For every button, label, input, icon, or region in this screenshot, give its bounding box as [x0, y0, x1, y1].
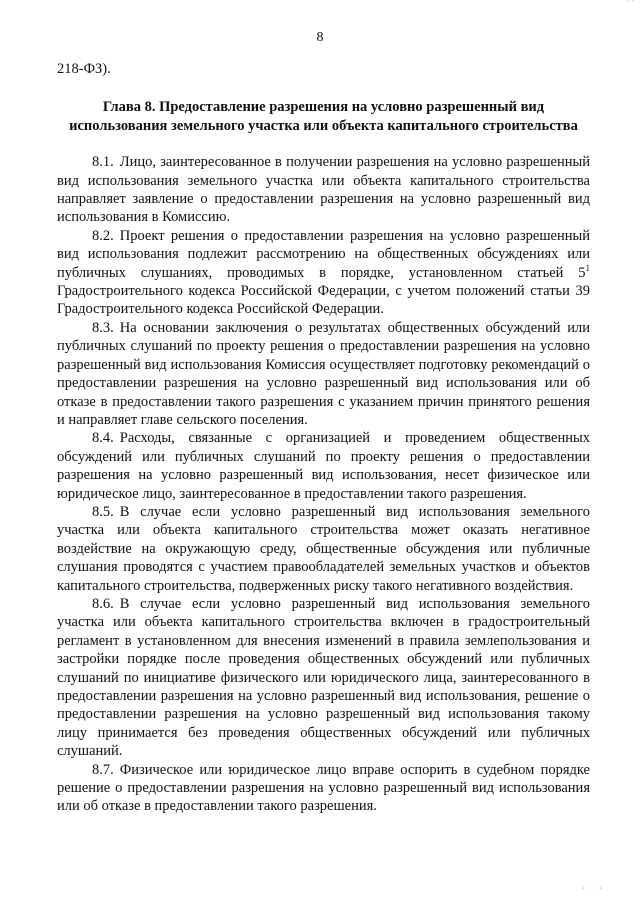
paragraph-8-3	[57, 319, 590, 429]
article-superscript: 1	[585, 262, 590, 273]
paragraph-number: 8.4.	[92, 430, 114, 447]
chapter-title: Глава 8. Предоставление разрешения на условно разрешенный вид использования земельного участка или объекта капитального строительства	[69, 99, 578, 134]
paragraph-text: В случае если условно разрешенный вид использования земельного участка или объекта капитального строительства включен в градостроительный регламент в установленном для внесения изменений в правила землепользования и застройки порядке после проведения общественных обсуждений или публичных слушаний по инициативе физического или юридического лица, заинтересованного в предоставлении разрешения на условно разрешенный вид использования, решение о предоставлении разрешения на условно разрешенный вид использования такому лицу принимается без проведения общественных обсуждений или публичных слушаний.	[57, 595, 590, 760]
paragraph-number: 8.1.	[92, 154, 114, 171]
paragraph-8-7	[57, 761, 590, 816]
paragraph-text: Проект решения о предоставлении разрешения на условно разрешенный вид использования подлежит рассмотрению на общественных обсуждениях или публичных слушаниях, проводимых в порядке, установленном статьей 5	[57, 227, 590, 281]
paragraph-number: 8.2.	[92, 227, 114, 244]
paragraph-8-6	[57, 595, 590, 761]
paragraph-text: В случае если условно разрешенный вид использования земельного участка или объекта капитального строительства может оказать негативное воздействие на окружающую среду, общественные обсуждения или публичные слушания проводятся с участием правообладателей земельных участков и объектов капитального строительства, подверженных риску такого негативного воздействия.	[57, 503, 590, 594]
page-number: 8	[316, 30, 324, 45]
paragraph-number: 8.6.	[92, 595, 114, 612]
paragraph-8-5	[57, 503, 590, 595]
paragraph-number: 8.3.	[92, 319, 114, 336]
scan-artifact-bottom: · · ·	[582, 884, 604, 893]
paragraph-8-1	[57, 153, 590, 227]
paragraph-number: 8.7.	[92, 761, 114, 778]
continuation-text: 218-ФЗ).	[57, 61, 111, 77]
paragraph-text: Расходы, связанные с организацией и проведением общественных обсуждений или публичных слушаний по проекту решения о предоставлении разрешения на условно разрешенный вид использования, несет физическое или юридическое лицо, заинтересованное в предоставлении такого разрешения.	[57, 430, 590, 502]
paragraph-text-continued: Градостроительного кодекса Российской Федерации, с учетом положений статьи 39 Градостроительного кодекса Российской Федерации.	[57, 283, 590, 318]
paragraph-8-2	[57, 227, 590, 319]
paragraph-text: Лицо, заинтересованное в получении разрешения на условно разрешенный вид использования земельного участка или объекта капитального строительства направляет заявление о предоставлении разрешения на условно разрешенный вид использования в Комиссию.	[57, 154, 590, 226]
paragraph-text: Физическое или юридическое лицо вправе оспорить в судебном порядке решение о предоставлении разрешения на условно разрешенный вид использования или об отказе в предоставлении такого разрешения.	[57, 761, 590, 815]
paragraph-number: 8.5.	[92, 503, 114, 520]
paragraph-8-4	[57, 429, 590, 503]
scan-artifact-top: · ·	[626, 0, 634, 5]
document-body	[57, 60, 590, 816]
paragraph-text: На основании заключения о результатах общественных обсуждений или публичных слушаний по проекту решения о предоставлении разрешения на условно разрешенный вид использования Комиссия осуществляет подготовку рекомендаций о предоставлении разрешения на условно разрешенный вид использования или об отказе в предоставлении такого разрешения с указанием причин принятого решения и направляет главе сельского поселения.	[57, 319, 590, 428]
